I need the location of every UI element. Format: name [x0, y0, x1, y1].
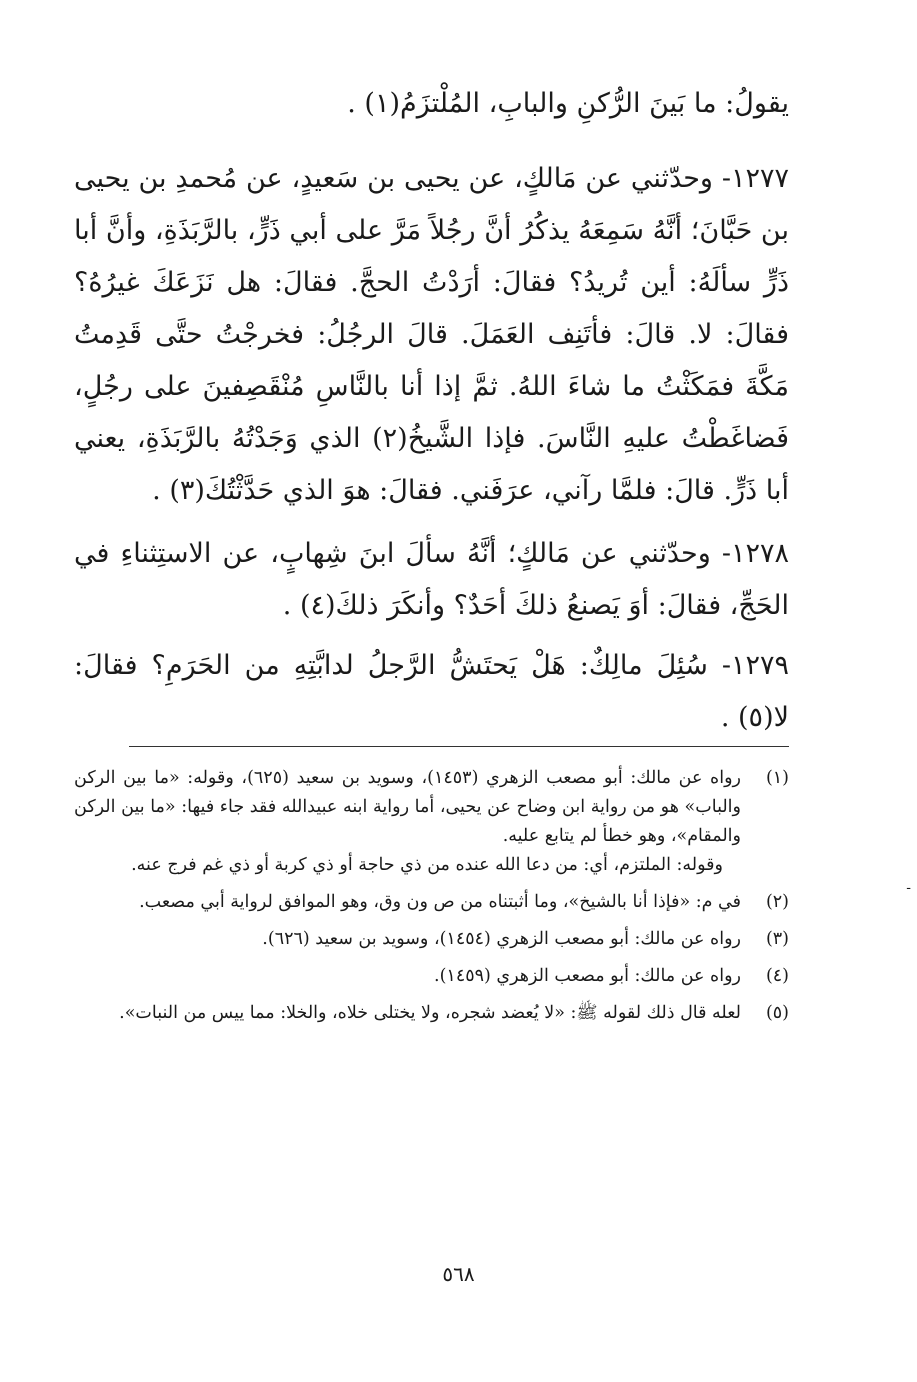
footnote-1 [74, 764, 789, 880]
paragraph-text: ١٢٧٧- وحدّثني عن مَالكٍ، عن يحيى بن سَعيدٍ، عن مُحمدِ بن يحيى بن حَبَّانَ؛ أنَّهُ سَمِعَهُ يذكُرُ أنَّ رجُلاً مَرَّ على أبي ذَرٍّ، بالرَّبَذَةِ، وأنَّ أبا ذَرٍّ سألَهُ: أين تُريدُ؟ فقالَ: أرَدْتُ الحجَّ. فقالَ: هل نَزَعَكَ غيرُهُ؟ فقالَ: لا. قالَ: فأتَنِف العَمَلَ. قالَ الرجُلُ: فخرجْتُ حتَّى قَدِمتُ مَكَّةَ فمَكَثْتُ ما شاءَ اللهُ. ثمَّ إذا أنا بالنَّاسِ مُنْقَصِفينَ على رجُلٍ، فَضاغَطْتُ عليهِ النَّاسَ. فإذا الشَّيخُ(٢) الذي وَجَدْتُهُ بالرَّبَذَةِ، يعني أبا ذَرٍّ. قالَ: فلمَّا رآني، عرَفَني. فقالَ: هوَ الذي حَدَّثْتُكَ(٣) . [74, 163, 790, 506]
footnote-continuation: وقوله: الملتزم، أي: من دعا الله عنده من ذي حاجة أو ذي كربة أو ذي غم فرج عنه. [131, 855, 723, 875]
footnote-text: رواه عن مالك: أبو مصعب الزهري (١٤٥٤)، وسويد بن سعيد (٦٢٦). [262, 929, 741, 949]
footnote-3 [74, 925, 789, 954]
footnote-number: (٣) [765, 929, 789, 949]
footnote-text: في م: «فإذا أنا بالشيخ»، وما أثبتناه من ص ون وق، وهو الموافق لرواية أبي مصعب. [139, 892, 741, 912]
footnote-number: (٥) [765, 1003, 789, 1023]
footnote-text: لعله قال ذلك لقوله ﷺ: «لا يُعضد شجره، ولا يختلى خلاه، والخلا: مما ييس من النبات». [119, 1003, 741, 1023]
footnote-number: (٢) [765, 892, 789, 912]
footnote-2 [74, 888, 789, 917]
paragraph-text: ١٢٧٨- وحدّثني عن مَالكٍ؛ أنَّهُ سألَ ابنَ شِهابٍ، عن الاستِثناءِ في الحَجِّ، فقالَ: أوَ يَصنعُ ذلكَ أحَدٌ؟ وأنكَرَ ذلكَ(٤) . [74, 538, 789, 621]
footnote-number: (٤) [765, 966, 789, 986]
footnote-4 [74, 962, 789, 991]
paragraph-text: يقولُ: ما بَينَ الرُّكنِ والبابِ، المُلْتزَمُ(١) . [347, 88, 789, 119]
body-paragraph-1278 [74, 528, 789, 632]
footnote-text: رواه عن مالك: أبو مصعب الزهري (١٤٥٩). [434, 966, 741, 986]
body-paragraph-1277 [74, 153, 789, 517]
margin-mark: - [906, 880, 911, 896]
body-paragraph-opening [74, 78, 789, 130]
footnotes-section [74, 764, 789, 1036]
footnote-number: (١) [765, 768, 789, 788]
footnote-text: رواه عن مالك: أبو مصعب الزهري (١٤٥٣)، وسويد بن سعيد (٦٢٥)، وقوله: «ما بين الركن والباب» هو من رواية ابن وضاح عن يحيى، أما رواية ابنه عبيدالله فقد جاء فيها: «ما بين الركن والمقام»، وهو خطأ لم يتابع عليه. [74, 768, 741, 846]
footnote-5 [74, 999, 789, 1028]
page-number: ٥٦٨ [442, 1262, 475, 1286]
paragraph-text: ١٢٧٩- سُئِلَ مالِكٌ: هَلْ يَحتَشُّ الرَّجلُ لدابَّتِهِ من الحَرَمِ؟ فقالَ: لا(٥) . [74, 650, 789, 733]
footnote-divider [129, 746, 789, 747]
body-paragraph-1279 [74, 640, 789, 744]
